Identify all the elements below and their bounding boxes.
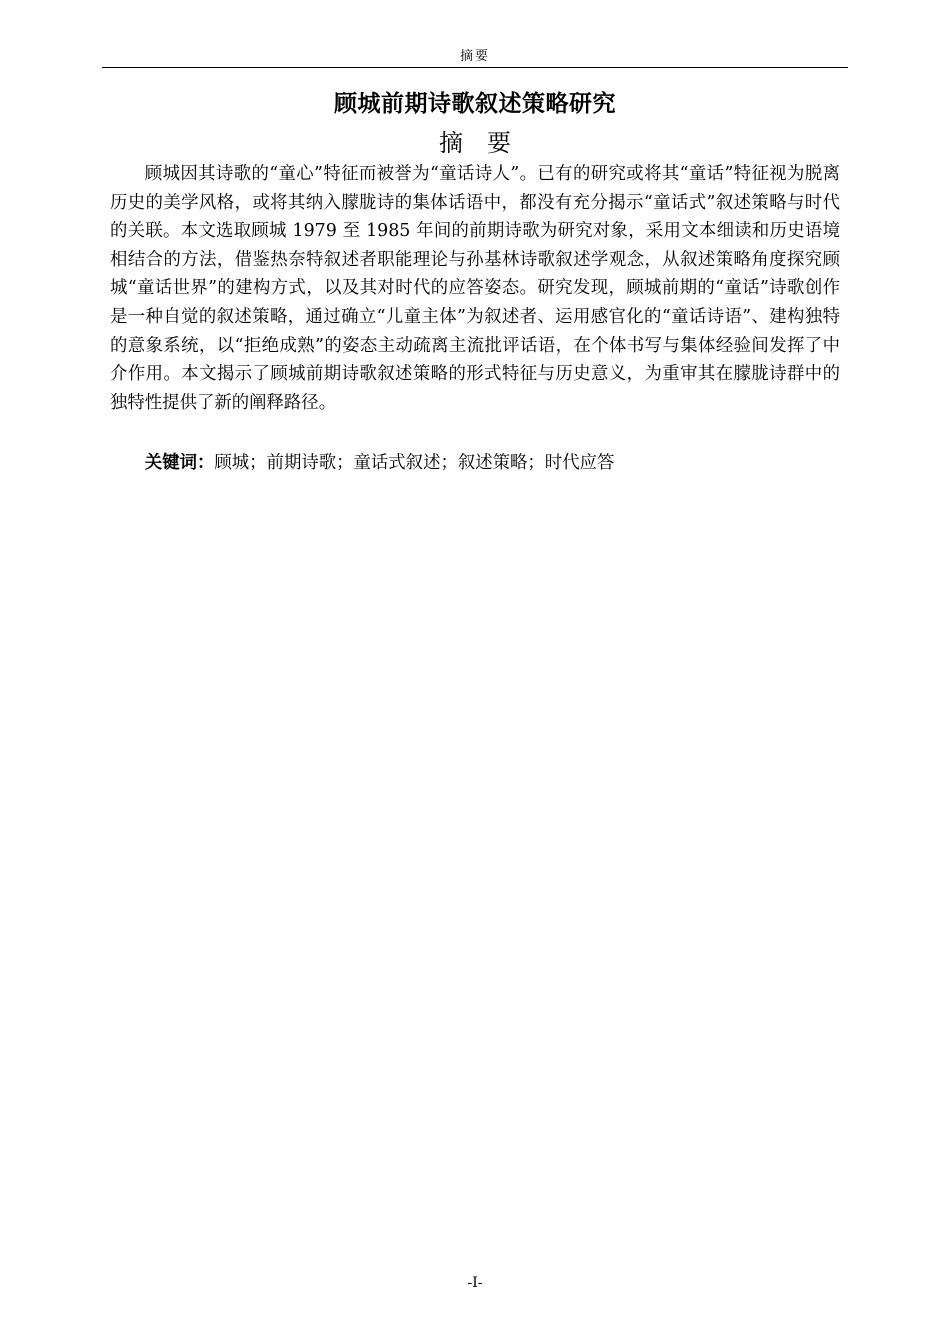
page-number: -I- (467, 1275, 483, 1291)
header-rule (102, 67, 848, 68)
abstract-paragraph: 顾城因其诗歌的“童心”特征而被誉为“童话诗人”。已有的研究或将其“童话”特征视为脱离历史的美学风格，或将其纳入朦胧诗的集体话语中，都没有充分揭示“童话式”叙述策略与时代的关联。本文选取顾城 1979 至 1985 年间的前期诗歌为研究对象，采用文本细读和历史语境相结合的方法，借鉴热奈特叙述者职能理论与孙基林诗歌叙述学观念，从叙述策略角度探究顾城“童话世界”的建构方式，以及其对时代的应答姿态。研究发现，顾城前期的“童话”诗歌创作是一种自觉的叙述策略，通过确立“儿童主体”为叙述者、运用感官化的“童话诗语”、建构独特的意象系统，以“拒绝成熟”的姿态主动疏离主流批评话语，在个体书写与集体经验间发挥了中介作用。本文揭示了顾城前期诗歌叙述策略的形式特征与历史意义，为重审其在朦胧诗群中的独特性提供了新的阐释路径。 (110, 164, 840, 413)
keywords-text: 顾城；前期诗歌；童话式叙述；叙述策略；时代应答 (214, 453, 615, 473)
keywords-line (110, 449, 840, 477)
abstract-heading: 摘 要 (439, 129, 511, 157)
keywords-label: 关键词： (144, 453, 215, 473)
running-header: 摘要 (459, 49, 490, 64)
document-title: 顾城前期诗歌叙述策略研究 (334, 91, 616, 117)
